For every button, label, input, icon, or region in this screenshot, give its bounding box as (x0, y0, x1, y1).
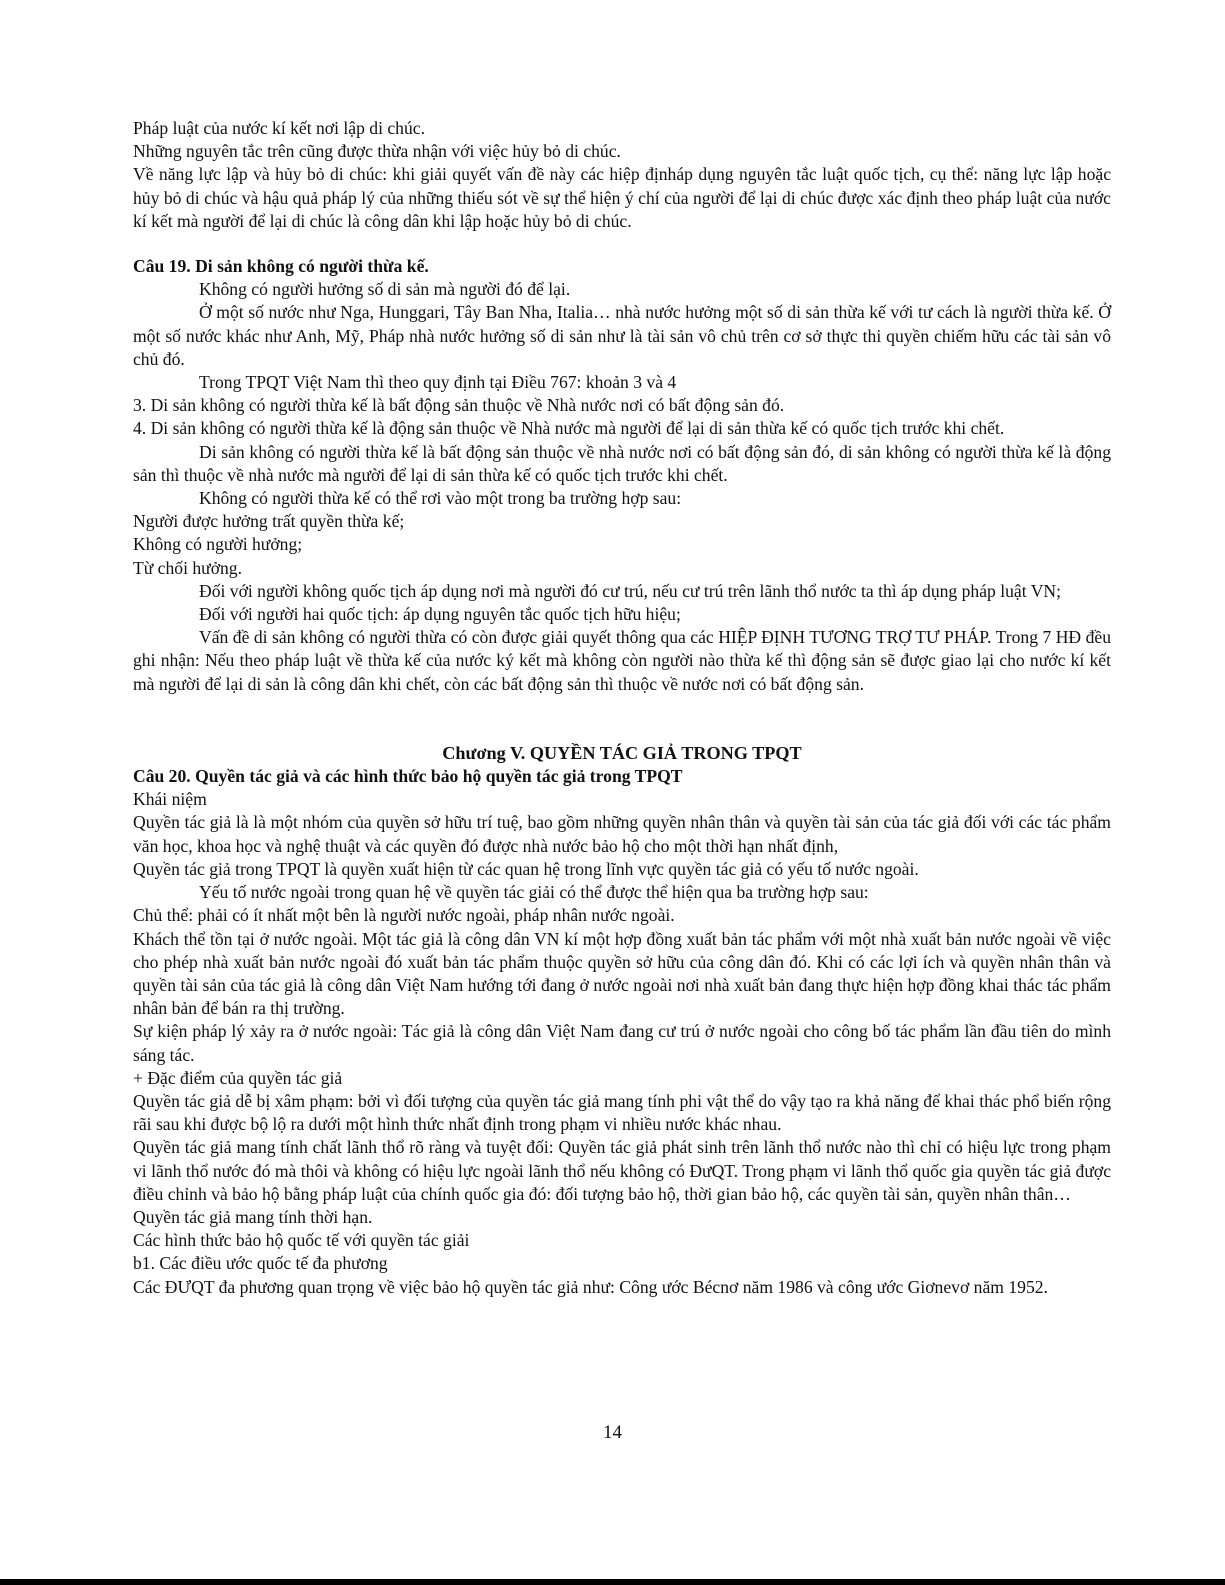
paragraph: Pháp luật của nước kí kết nơi lập di chúc. (133, 118, 425, 138)
bottom-border (0, 1579, 1225, 1585)
paragraph: Di sản không có người thừa kế là bất động sản thuộc về nhà nước nơi có bất động sản đó, di sản không có người thừa kế là động sản thì thuộc về nhà nước mà người để lại di sản thừa kế có quốc tịch trước khi chết. (133, 441, 1111, 485)
paragraph: Về năng lực lập và hủy bỏ di chúc: khi giải quyết vấn đề này các hiệp địnháp dụng nguyên tắc luật quốc tịch, cụ thể: năng lực lập hoặc hủy bỏ di chúc và hậu quả pháp lý của những thiếu sót về sự thể hiện ý chí của người để lại di chúc được xác định theo pháp luật của nước kí kết mà người để lại di chúc là công dân khi lập hoặc hủy bỏ di chúc. (133, 164, 1111, 231)
paragraph: Các ĐƯQT đa phương quan trọng về việc bảo hộ quyền tác giả như: Công ước Bécnơ năm 1986 và công ước Giơnevơ năm 1952. (133, 1276, 1048, 1297)
paragraph: Chủ thể: phải có ít nhất một bên là người nước ngoài, pháp nhân nước ngoài. (133, 905, 675, 926)
paragraph: Không có người thừa kế có thể rơi vào một trong ba trường hợp sau: (199, 488, 682, 509)
paragraph: Đối với người hai quốc tịch: áp dụng nguyên tắc quốc tịch hữu hiệu; (199, 604, 681, 625)
paragraph: b1. Các điều ước quốc tế đa phương (133, 1253, 388, 1274)
paragraph: Quyền tác giả mang tính thời hạn. (133, 1206, 373, 1227)
paragraph: 4. Di sản không có người thừa kế là động sản thuộc về Nhà nước mà người để lại di sản thừa kế có quốc tịch trước khi chết. (133, 418, 1005, 439)
chapter-title: Chương V. QUYỀN TÁC GIẢ TRONG TPQT (442, 742, 802, 763)
paragraph: Quyền tác giả là là một nhóm của quyền sở hữu trí tuệ, bao gồm những quyền nhân thân và quyền tài sản của tác giả đối với các tác phẩm văn học, khoa học và nghệ thuật và các quyền đó được nhà nước bảo hộ cho một thời hạn nhất định, (133, 812, 1111, 856)
section-heading-q20: Câu 20. Quyền tác giả và các hình thức bảo hộ quyền tác giả trong TPQT (133, 766, 683, 787)
list-item: Từ chối hưởng. (133, 557, 242, 578)
paragraph: Sự kiện pháp lý xảy ra ở nước ngoài: Tác giả là công dân Việt Nam đang cư trú ở nước ngoài cho công bố tác phẩm lần đầu tiên do mình sáng tác. (133, 1021, 1111, 1065)
paragraph: Ở một số nước như Nga, Hunggari, Tây Ban Nha, Italia… nhà nước hưởng một số di sản thừa kế với tư cách là người thừa kế. Ở một số nước khác như Anh, Mỹ, Pháp nhà nước hưởng số di sản như là tài sản vô chủ trên cơ sở thực thi quyền chiếm hữu các tài sản vô chủ đó. (133, 302, 1111, 369)
spacer (133, 233, 1111, 255)
paragraph: Khách thể tồn tại ở nước ngoài. Một tác giả là công dân VN kí một hợp đồng xuất bản tác phẩm với một nhà xuất bản nước ngoài về việc cho phép nhà xuất bản nước ngoài đó xuất bản tác phẩm thuộc quyền sở hữu của công dân đó. Khi có các lợi ích và quyền nhân thân và quyền tài sản của tác giả là công dân Việt Nam hướng tới đang ở nước ngoài nơi nhà xuất bản đang thực hiện hợp đồng khai thác tác phẩm nhân bản để bán ra thị trường. (133, 928, 1111, 1019)
paragraph: Đối với người không quốc tịch áp dụng nơi mà người đó cư trú, nếu cư trú trên lãnh thổ nước ta thì áp dụng pháp luật VN; (199, 580, 1061, 601)
paragraph: Không có người hưởng số di sản mà người đó để lại. (199, 279, 571, 300)
list-item: Người được hưởng trất quyền thừa kế; (133, 511, 405, 532)
list-item: Không có người hưởng; (133, 534, 303, 555)
paragraph: Quyền tác giả dễ bị xâm phạm: bởi vì đối tượng của quyền tác giả mang tính phi vật thể do vậy tạo ra khả năng để khai thác phổ biến rộng rãi sau khi được bộ lộ ra dưới một hình thức nhất định trong phạm vi nhiều nước khác nhau. (133, 1090, 1111, 1135)
paragraph: Khái niệm (133, 789, 207, 810)
document-page (133, 117, 1111, 1299)
page-number: 14 (603, 1422, 622, 1443)
paragraph: Những nguyên tắc trên cũng được thừa nhận với việc hủy bỏ di chúc. (133, 141, 621, 162)
paragraph: Quyền tác giả mang tính chất lãnh thổ rõ ràng và tuyệt đối: Quyền tác giả phát sinh trên lãnh thổ nước nào thì chỉ có hiệu lực trong phạm vi lãnh thổ nước đó mà thôi và không có hiệu lực ngoài lãnh thổ nếu không có ĐưQT. Trong phạm vi lãnh thổ quốc gia quyền tác giả được điều chỉnh và bảo hộ bằng pháp luật của chính quốc gia đó: đối tượng bảo hộ, thời gian bảo hộ, các quyền tài sản, quyền nhân thân… (133, 1137, 1111, 1204)
paragraph: Vấn đề di sản không có người thừa có còn được giải quyết thông qua các HIỆP ĐỊNH TƯƠNG TRỢ TƯ PHÁP. Trong 7 HĐ đều ghi nhận: Nếu theo pháp luật về thừa kế của nước ký kết mà không còn người nào thừa kế thì động sản sẽ được giao lại cho nước kí kết mà người để lại di sản là công dân khi chết, còn các bất động sản thì thuộc về nước nơi có bất động sản. (133, 627, 1111, 694)
paragraph: + Đặc điểm của quyền tác giả (133, 1067, 343, 1088)
section-heading-q19: Câu 19. Di sản không có người thừa kế. (133, 256, 429, 277)
paragraph: 3. Di sản không có người thừa kế là bất động sản thuộc về Nhà nước nơi có bất động sản đó. (133, 395, 785, 416)
paragraph: Trong TPQT Việt Nam thì theo quy định tại Điều 767: khoản 3 và 4 (199, 372, 677, 393)
spacer (133, 696, 1111, 742)
paragraph: Yếu tố nước ngoài trong quan hệ về quyền tác giải có thể được thể hiện qua ba trường hợp sau: (199, 882, 869, 903)
paragraph: Quyền tác giả trong TPQT là quyền xuất hiện từ các quan hệ trong lĩnh vực quyền tác giả có yếu tố nước ngoài. (133, 858, 919, 879)
paragraph: Các hình thức bảo hộ quốc tế với quyền tác giải (133, 1230, 470, 1251)
